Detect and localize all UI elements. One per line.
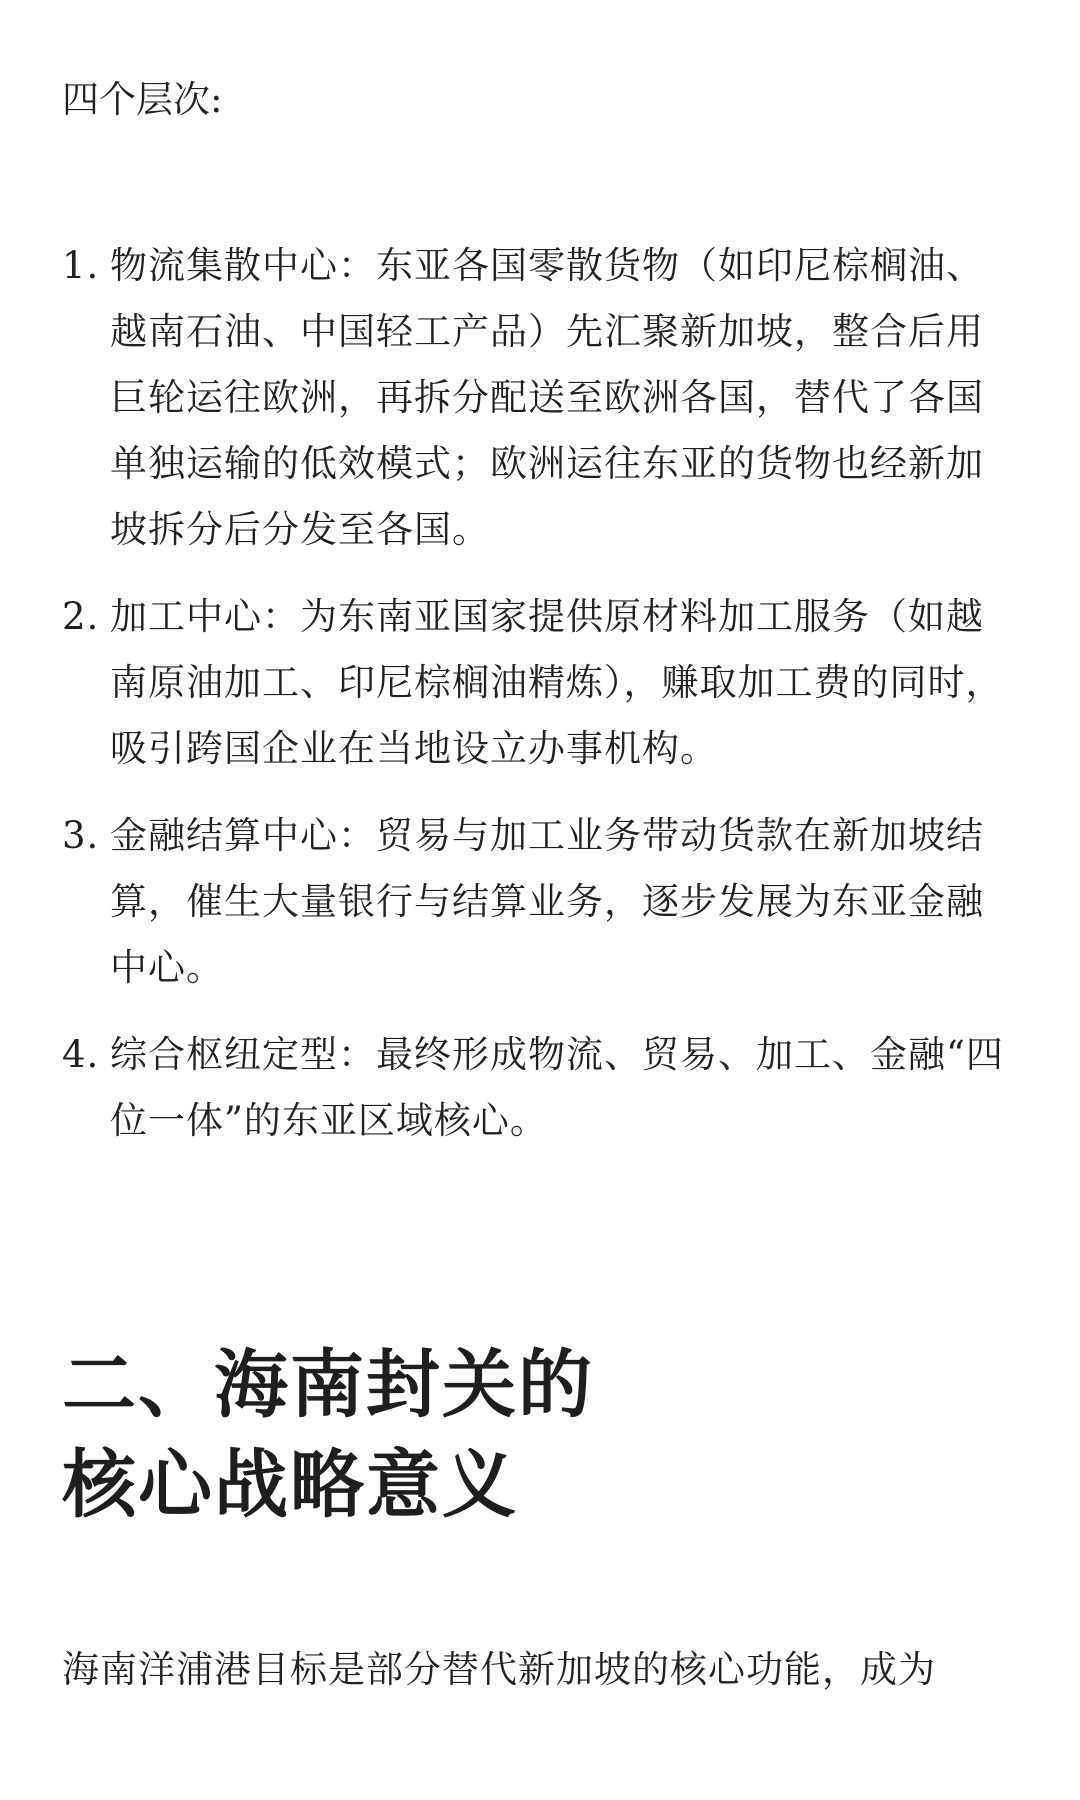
body-paragraph: 海南洋浦港目标是部分替代新加坡的核心功能，成为	[62, 1648, 936, 1691]
list-item-text: 综合枢纽定型：最终形成物流、贸易、加工、金融“四位一体”的东亚区域核心。	[110, 1033, 1004, 1142]
list-item-number: 1.	[62, 244, 100, 287]
levels-list	[62, 233, 1020, 1175]
section-heading-line-1: 二、海南封关的	[62, 1342, 594, 1428]
list-item-text: 物流集散中心：东亚各国零散货物（如印尼棕榈油、越南石油、中国轻工产品）先汇聚新加坡，整合后用巨轮运往欧洲，再拆分配送至欧洲各国，替代了各国单独运输的低效模式；欧洲运往东亚的货物也经新加坡拆分后分发至各国。	[110, 244, 984, 551]
section-heading-line-2: 核心战略意义	[62, 1442, 518, 1528]
list-item	[62, 803, 1020, 1001]
section-heading	[62, 1335, 594, 1535]
list-item-number: 2.	[62, 595, 100, 638]
list-item-number: 4.	[62, 1033, 100, 1076]
list-item-number: 3.	[62, 814, 100, 857]
list-item	[62, 233, 1020, 563]
list-item	[62, 1022, 1020, 1154]
list-item-text: 金融结算中心：贸易与加工业务带动货款在新加坡结算，催生大量银行与结算业务，逐步发展为东亚金融中心。	[110, 814, 984, 989]
intro-text: 四个层次:	[62, 78, 223, 121]
list-item	[62, 584, 1020, 782]
list-item-text: 加工中心：为东南亚国家提供原材料加工服务（如越南原油加工、印尼棕榈油精炼），赚取加工费的同时，吸引跨国企业在当地设立办事机构。	[110, 595, 1004, 770]
